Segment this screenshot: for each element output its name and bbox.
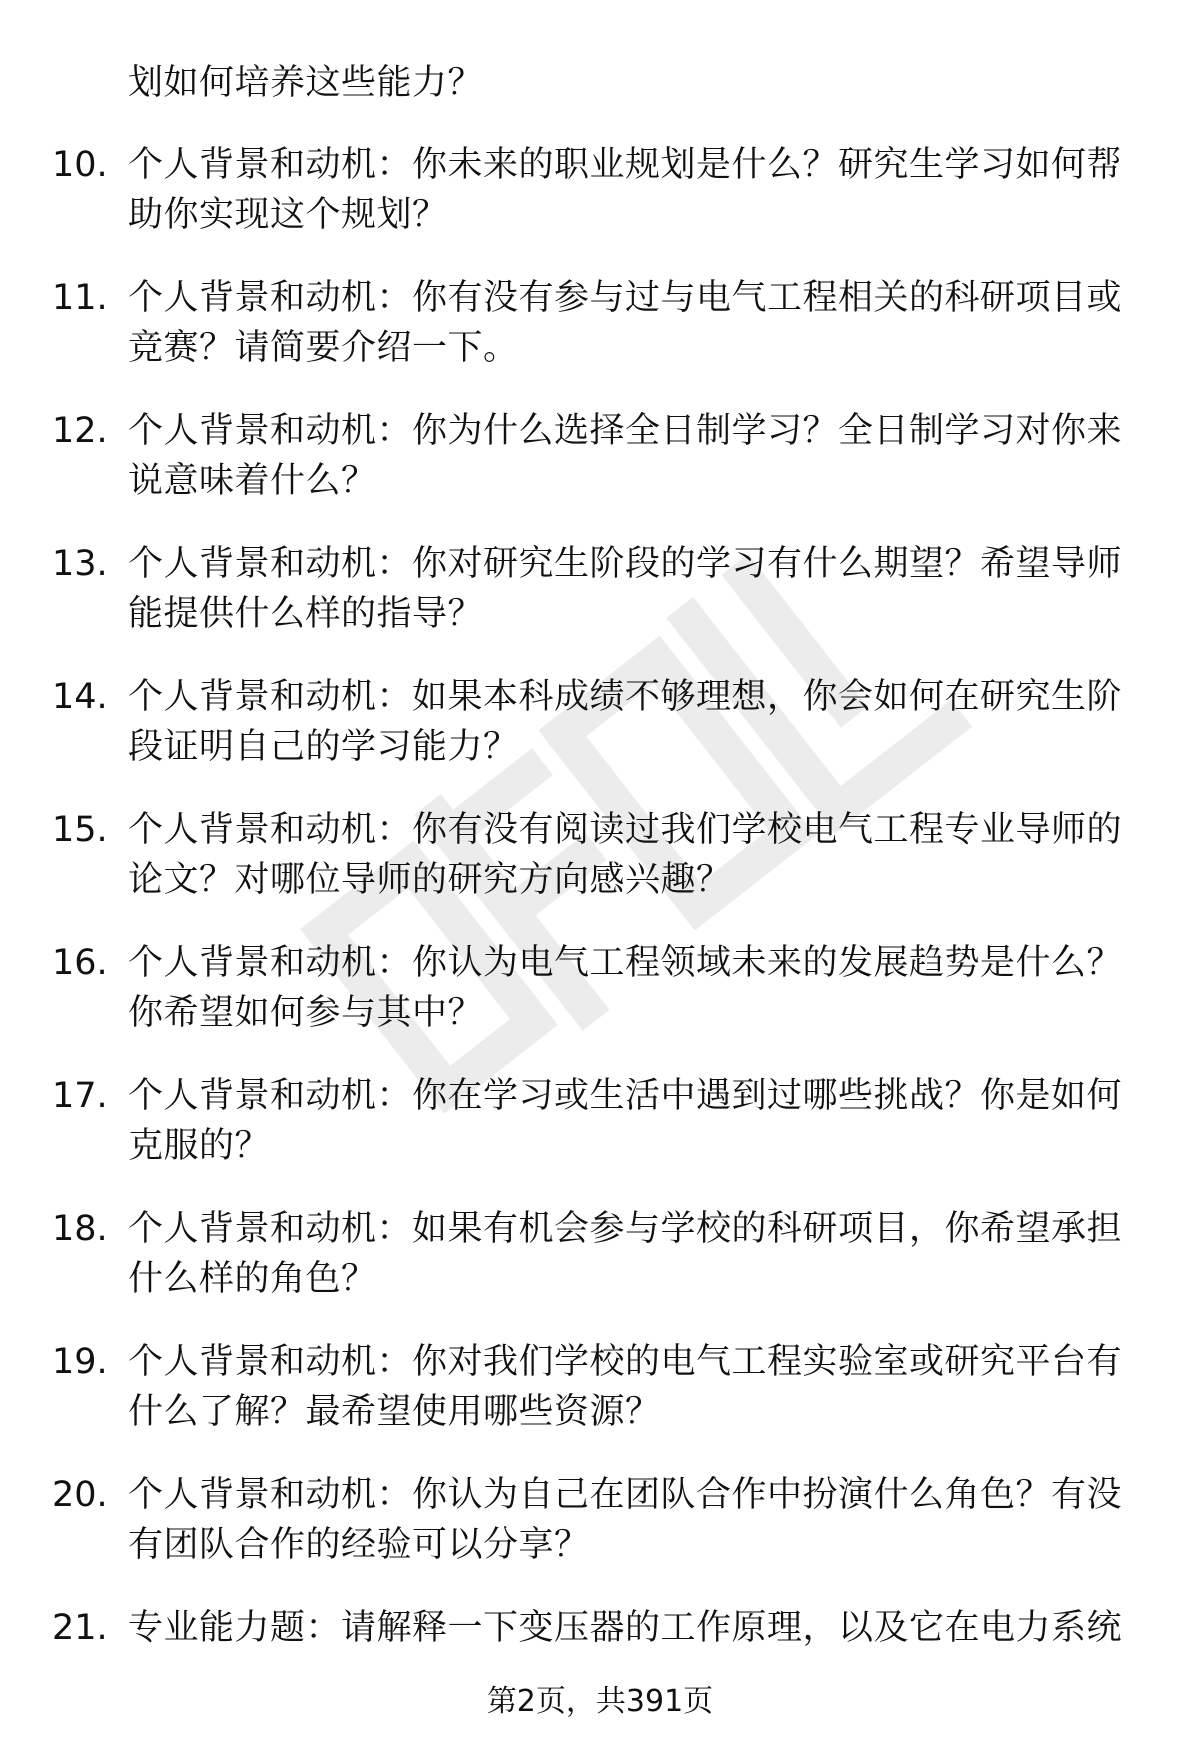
question-text: 个人背景和动机：你有没有参与过与电气工程相关的科研项目或竞赛？请简要介绍一下。 <box>128 278 1123 368</box>
question-number: 19. <box>52 1342 108 1382</box>
question-number: 15. <box>52 810 108 850</box>
question-number: 21. <box>52 1608 108 1648</box>
question-number: 14. <box>52 677 108 717</box>
question-number: 16. <box>52 943 108 983</box>
question-number: 18. <box>52 1209 108 1249</box>
question-number: 13. <box>52 544 108 584</box>
continuation-line: 划如何培养这些能力？ <box>128 63 484 103</box>
question-text: 个人背景和动机：你认为自己在团队合作中扮演什么角色？有没有团队合作的经验可以分享？ <box>128 1475 1123 1565</box>
question-text: 个人背景和动机：你为什么选择全日制学习？全日制学习对你来说意味着什么？ <box>128 411 1123 501</box>
question-item <box>0 1470 1200 1603</box>
question-text: 个人背景和动机：你对我们学校的电气工程实验室或研究平台有什么了解？最希望使用哪些资源？ <box>128 1342 1123 1432</box>
question-text: 个人背景和动机：你认为电气工程领域未来的发展趋势是什么？你希望如何参与其中？ <box>128 943 1123 1033</box>
page-footer: 第2页，共391页 <box>486 1684 714 1719</box>
question-text: 个人背景和动机：你未来的职业规划是什么？研究生学习如何帮助你实现这个规划？ <box>128 145 1123 235</box>
question-item <box>0 406 1200 539</box>
question-number: 17. <box>52 1076 108 1116</box>
question-text: 个人背景和动机：你有没有阅读过我们学校电气工程专业导师的论文？对哪位导师的研究方向感兴趣？ <box>128 810 1123 900</box>
question-text: 个人背景和动机：如果有机会参与学校的科研项目，你希望承担什么样的角色？ <box>128 1209 1123 1299</box>
question-item <box>0 1337 1200 1470</box>
question-item <box>0 1204 1200 1337</box>
question-item <box>0 938 1200 1071</box>
question-item <box>0 805 1200 938</box>
question-text: 个人背景和动机：你在学习或生活中遇到过哪些挑战？你是如何克服的？ <box>128 1076 1123 1166</box>
question-list <box>0 140 1200 1736</box>
question-number: 20. <box>52 1475 108 1515</box>
question-text: 个人背景和动机：你对研究生阶段的学习有什么期望？希望导师能提供什么样的指导？ <box>128 544 1123 634</box>
question-number: 10. <box>52 145 108 185</box>
question-number: 11. <box>52 278 108 318</box>
question-item <box>0 140 1200 273</box>
question-text: 专业能力题：请解释一下变压器的工作原理，以及它在电力系统 <box>128 1608 1123 1648</box>
question-number: 12. <box>52 411 108 451</box>
question-item <box>0 273 1200 406</box>
question-item <box>0 672 1200 805</box>
question-text: 个人背景和动机：如果本科成绩不够理想，你会如何在研究生阶段证明自己的学习能力？ <box>128 677 1123 767</box>
question-item <box>0 539 1200 672</box>
question-item <box>0 1071 1200 1204</box>
